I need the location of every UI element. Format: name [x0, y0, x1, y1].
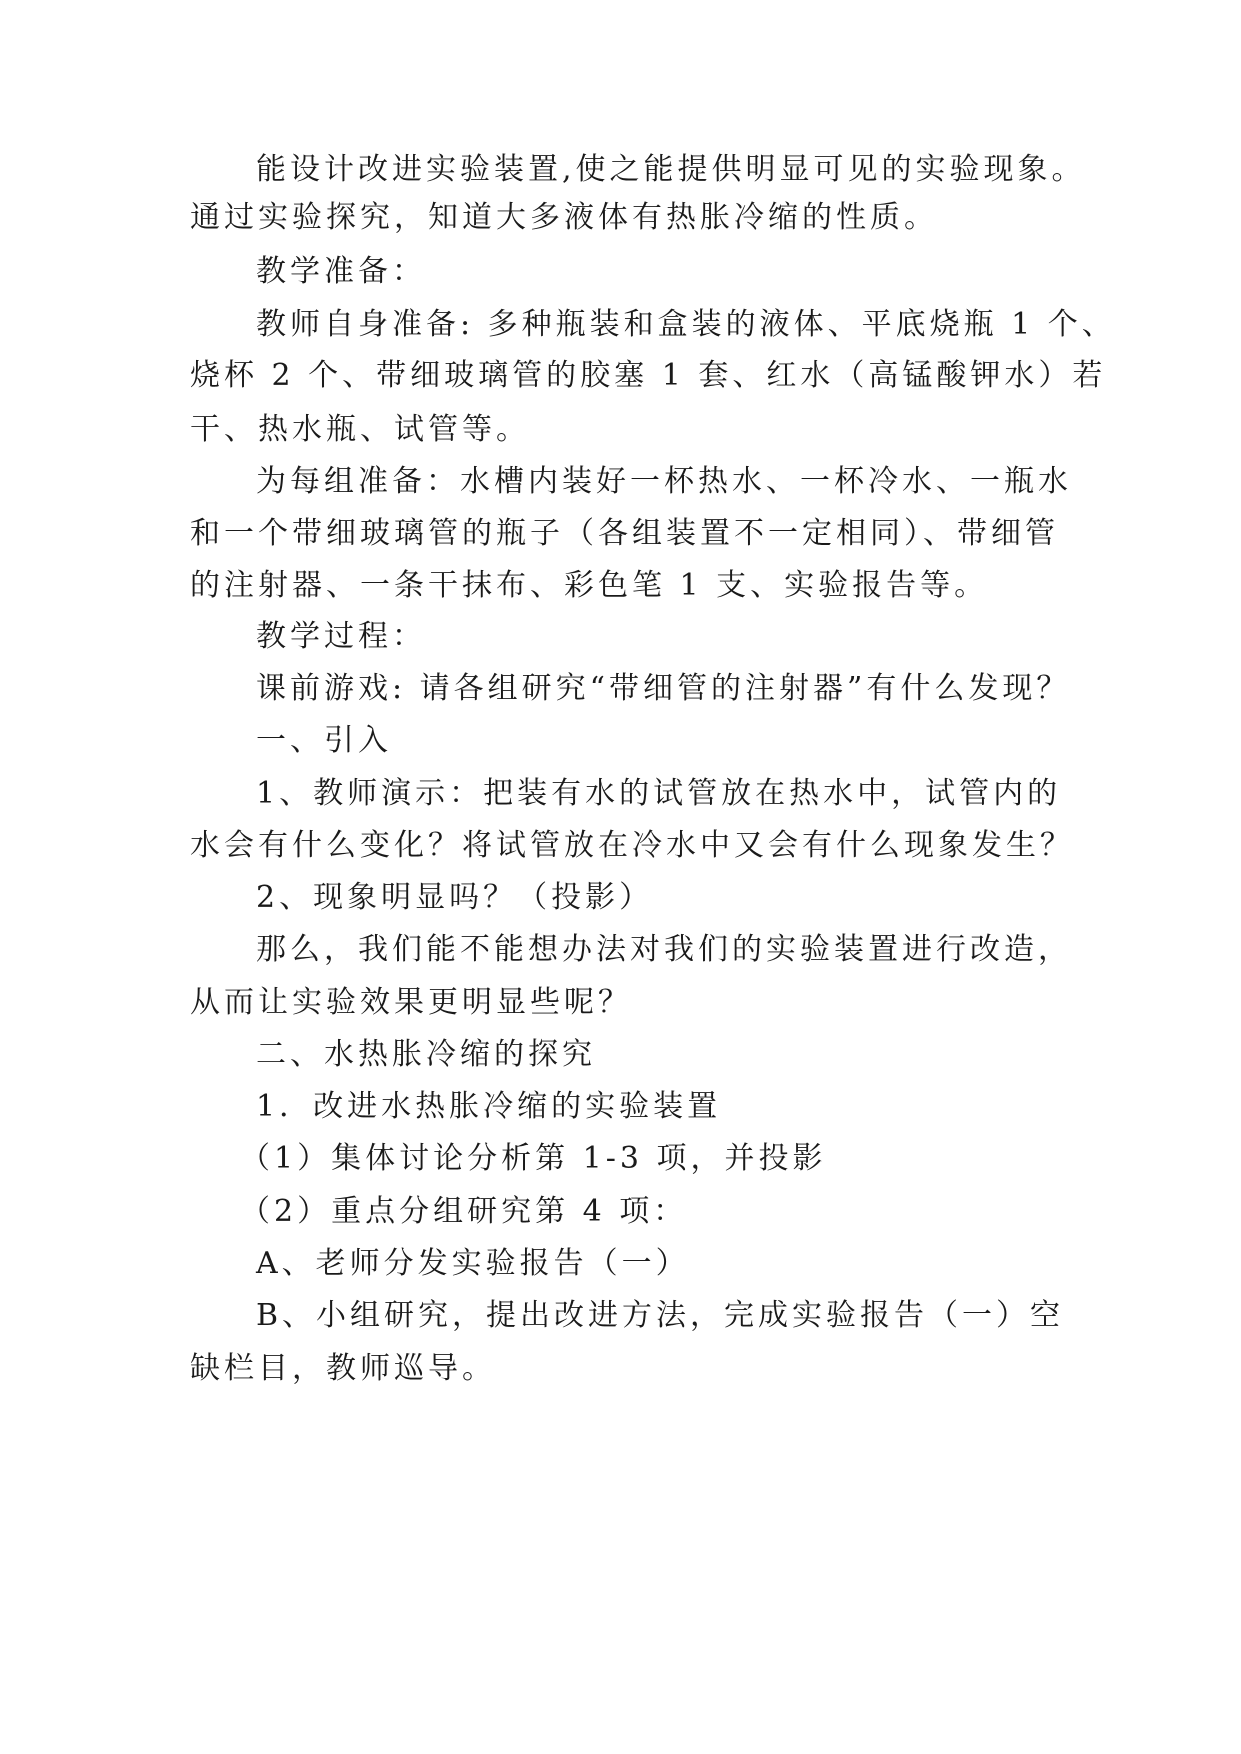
paragraph-line: 课前游戏: 请各组研究“带细管的注射器”有什么发现？	[256, 671, 1071, 706]
paragraph-line: 从而让实验效果更明显些呢？	[190, 985, 632, 1020]
list-item: （1）集体讨论分析第 1-3 项，并投影	[240, 1141, 827, 1176]
section-heading: 教学准备：	[256, 254, 426, 289]
paragraph-line: 2、现象明显吗？（投影）	[256, 880, 654, 915]
paragraph-line: 干、热水瓶、试管等。	[190, 412, 530, 447]
paragraph-line: 为每组准备：水槽内装好一杯热水、一杯冷水、一瓶水	[256, 464, 1072, 499]
list-item: B、小组研究，提出改进方法，完成实验报告（一）空	[256, 1298, 1065, 1333]
section-heading: 教学过程：	[256, 619, 426, 654]
list-item: A、老师分发实验报告（一）	[256, 1246, 690, 1281]
section-heading: 二、水热胀冷缩的探究	[256, 1037, 596, 1072]
paragraph-line: 水会有什么变化？将试管放在冷水中又会有什么现象发生？	[190, 828, 1074, 863]
paragraph-line: 1、教师演示：把装有水的试管放在热水中，试管内的	[256, 776, 1062, 811]
paragraph-line: 缺栏目，教师巡导。	[190, 1351, 496, 1386]
paragraph-line: 那么，我们能不能想办法对我们的实验装置进行改造，	[256, 932, 1072, 967]
list-item: （2）重点分组研究第 4 项：	[240, 1194, 688, 1229]
subsection-heading: 1．改进水热胀冷缩的实验装置	[256, 1089, 722, 1124]
paragraph-line: 烧杯 2 个、带细玻璃管的胶塞 1 套、红水（高锰酸钾水）若	[190, 358, 1107, 393]
paragraph-line: 的注射器、一条干抹布、彩色笔 1 支、实验报告等。	[190, 568, 989, 603]
paragraph-line: 通过实验探究，知道大多液体有热胀冷缩的性质。	[190, 200, 938, 235]
section-heading: 一、引入	[256, 723, 392, 758]
paragraph-line: 教师自身准备: 多种瓶装和盒装的液体、平底烧瓶 1 个、	[256, 307, 1116, 342]
paragraph-line: 能设计改进实验装置,使之能提供明显可见的实验现象。	[256, 152, 1086, 187]
paragraph-line: 和一个带细玻璃管的瓶子（各组装置不一定相同）、带细管	[190, 516, 1059, 551]
